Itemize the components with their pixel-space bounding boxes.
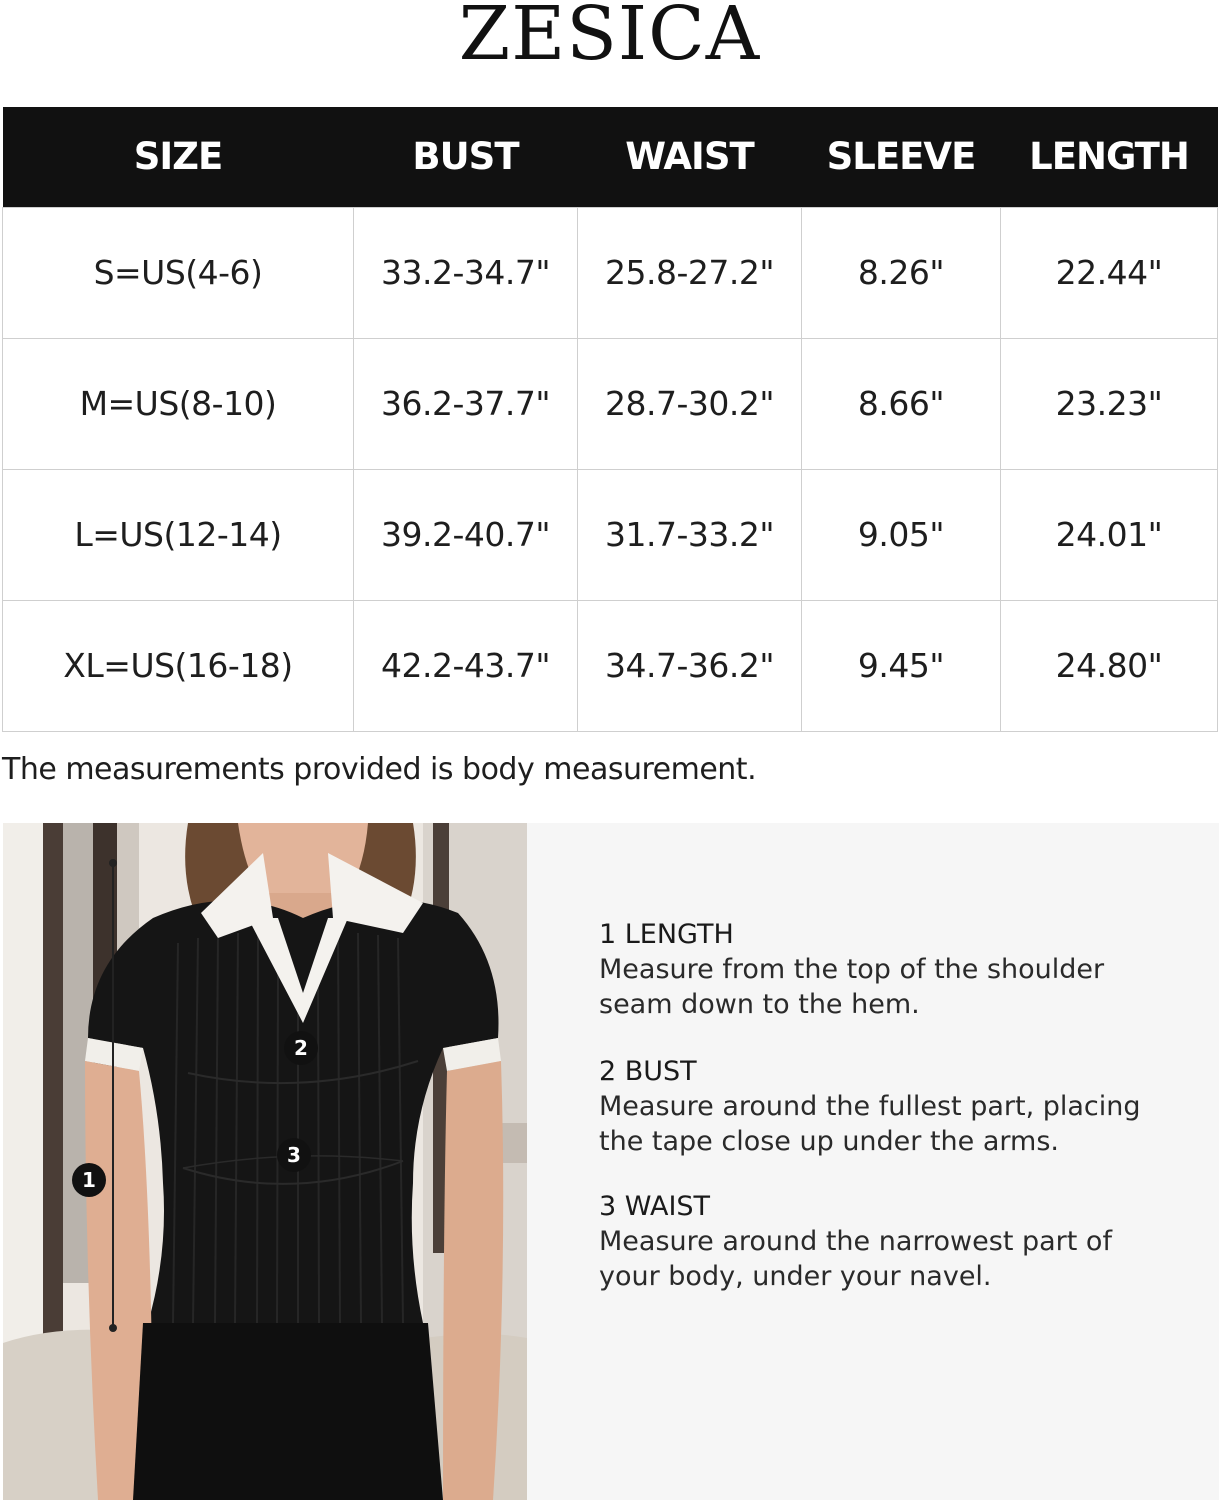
cell-size: L=US(12-14): [3, 469, 354, 600]
guide-title: 3 WAIST: [599, 1191, 711, 1222]
cell-length: 23.23": [1001, 338, 1218, 469]
cell-waist: 31.7-33.2": [578, 469, 802, 600]
guide-length: [599, 918, 1179, 1022]
cell-bust: 36.2-37.7": [354, 338, 578, 469]
cell-bust: 42.2-43.7": [354, 600, 578, 731]
table-row: [3, 600, 1218, 731]
model-photo: [3, 823, 527, 1500]
cell-bust: 33.2-34.7": [354, 207, 578, 338]
cell-length: 24.01": [1001, 469, 1218, 600]
table-header-row: [3, 107, 1218, 207]
cell-sleeve: 8.26": [802, 207, 1001, 338]
guide-description: Measure around the narrowest part of: [599, 1226, 1112, 1257]
guide-title: 2 BUST: [599, 1056, 697, 1087]
guide-description: your body, under your navel.: [599, 1261, 992, 1292]
guide-title: 1 LENGTH: [599, 919, 734, 950]
cell-sleeve: 9.05": [802, 469, 1001, 600]
cell-waist: 28.7-30.2": [578, 338, 802, 469]
marker-3: 3: [277, 1138, 311, 1172]
cell-bust: 39.2-40.7": [354, 469, 578, 600]
header-size: SIZE: [3, 107, 354, 207]
cell-size: M=US(8-10): [3, 338, 354, 469]
guide-description: the tape close up under the arms.: [599, 1126, 1059, 1157]
table-row: [3, 469, 1218, 600]
table-row: [3, 338, 1218, 469]
guide-description: Measure from the top of the shoulder: [599, 954, 1105, 985]
cell-sleeve: 8.66": [802, 338, 1001, 469]
guide-bust: [599, 1055, 1179, 1159]
guide-waist: [599, 1190, 1179, 1294]
header-waist: WAIST: [578, 107, 802, 207]
cell-length: 22.44": [1001, 207, 1218, 338]
cell-size: XL=US(16-18): [3, 600, 354, 731]
header-length: LENGTH: [1001, 107, 1218, 207]
header-sleeve: SLEEVE: [802, 107, 1001, 207]
guide-description: Measure around the fullest part, placing: [599, 1091, 1141, 1122]
marker-1: 1: [72, 1163, 106, 1197]
cell-waist: 25.8-27.2": [578, 207, 802, 338]
cell-sleeve: 9.45": [802, 600, 1001, 731]
cell-size: S=US(4-6): [3, 207, 354, 338]
guide-description: seam down to the hem.: [599, 989, 920, 1020]
brand-logo: ZESICA: [458, 0, 761, 77]
size-chart-table: [2, 107, 1218, 732]
marker-2: 2: [284, 1031, 318, 1065]
header-bust: BUST: [354, 107, 578, 207]
measurement-guide: [527, 823, 1219, 1500]
cell-length: 24.80": [1001, 600, 1218, 731]
measurement-note: The measurements provided is body measurement.: [2, 752, 757, 787]
table-row: [3, 207, 1218, 338]
cell-waist: 34.7-36.2": [578, 600, 802, 731]
